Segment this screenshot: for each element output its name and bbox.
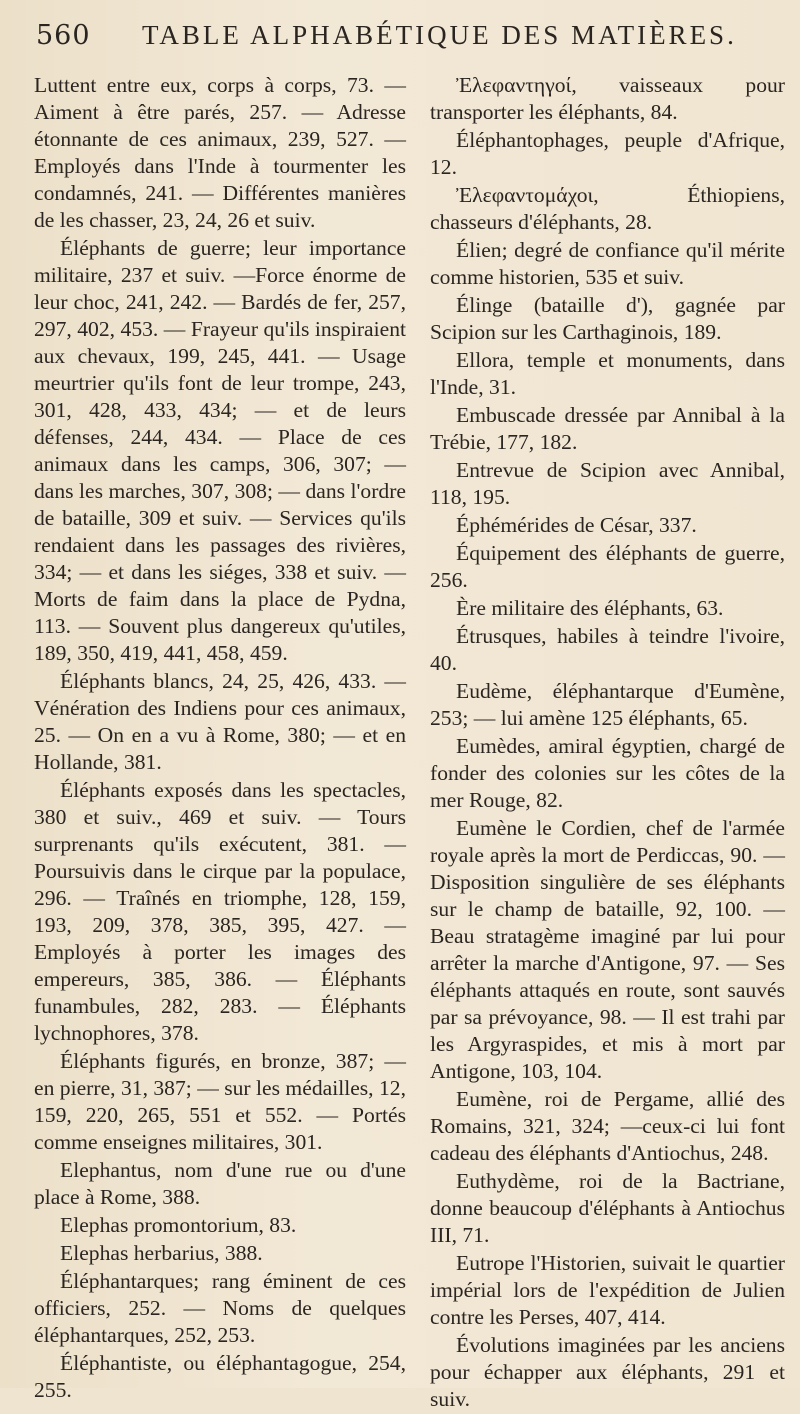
index-entry: Eumène, roi de Pergame, allié des Romains, 321, 324; —ceux-ci lui font cadeau des éléphants d'Antiochus, 248. [430,1087,785,1165]
index-entry: Elephas promontorium, 83. [60,1213,297,1237]
index-entry: Ἐλεφαντηγοί, vaisseaux pour transporter les éléphants, 84. [430,73,785,124]
index-entry: Ellora, temple et monuments, dans l'Inde, 31. [430,348,785,399]
index-entry: Éléphants figurés, en bronze, 387; — en pierre, 31, 387; — sur les médailles, 12, 159, 220, 265, 551 et 552. — Portés comme enseignes militaires, 301. [34,1049,406,1154]
index-entry: Éléphantiste, ou éléphantagogue, 254, 255. [34,1351,406,1402]
right-column [430,72,785,1414]
index-entry: Ère militaire des éléphants, 63. [456,596,724,620]
index-entry: Élien; degré de confiance qu'il mérite comme historien, 535 et suiv. [430,238,785,289]
index-entry: Elephantus, nom d'une rue ou d'une place à Rome, 388. [34,1158,406,1209]
index-entry: Éléphantarques; rang éminent de ces officiers, 252. — Noms de quelques éléphantarques, 252, 253. [34,1269,406,1347]
index-entry: Eudème, éléphantarque d'Eumène, 253; — lui amène 125 éléphants, 65. [430,679,785,730]
index-entry: Euthydème, roi de la Bactriane, donne beaucoup d'éléphants à Antiochus III, 71. [430,1169,785,1247]
index-entry: Équipement des éléphants de guerre, 256. [430,541,785,592]
index-entry: Éléphants blancs, 24, 25, 426, 433. — Vénération des Indiens pour ces animaux, 25. — On en a vu à Rome, 380; — et en Hollande, 381. [34,669,406,774]
left-column [34,72,406,1405]
index-entry: Éléphants de guerre; leur importance militaire, 237 et suiv. —Force énorme de leur choc, 241, 242. — Bardés de fer, 257, 297, 402, 453. — Frayeur qu'ils inspiraient aux chevaux, 199, 245, 441. — Usage meurtrier qu'ils font de leur trompe, 243, 301, 428, 433, 434; — et de leurs défenses, 244, 434. — Place de ces animaux dans les camps, 306, 307; — dans les marches, 307, 308; — dans l'ordre de bataille, 309 et suiv. — Services qu'ils rendaient dans les passages des rivières, 334; — et dans les siéges, 338 et suiv. — Morts de faim dans la place de Pydna, 113. — Souvent plus dangereux qu'utiles, 189, 350, 419, 441, 458, 459. [34,236,406,665]
index-entry: Ἐλεφαντομάχοι, Éthiopiens, chasseurs d'éléphants, 28. [430,183,785,234]
index-entry: Eutrope l'Historien, suivait le quartier impérial lors de l'expédition de Julien contre les Perses, 407, 414. [430,1251,785,1329]
index-entry: Embuscade dressée par Annibal à la Trébie, 177, 182. [430,403,785,454]
index-entry: Éléphantophages, peuple d'Afrique, 12. [430,128,785,179]
index-entry: Évolutions imaginées par les anciens pour échapper aux éléphants, 291 et suiv. [430,1333,785,1411]
index-entry: Elephas herbarius, 388. [60,1241,263,1265]
index-entry: Éphémérides de César, 337. [456,513,697,537]
index-entry: Luttent entre eux, corps à corps, 73. —Aiment à être parés, 257. — Adresse étonnante de ces animaux, 239, 527. — Employés dans l'Inde à tourmenter les condamnés, 241. — Différentes manières de les chasser, 23, 24, 26 et suiv. [34,73,406,232]
running-title: TABLE ALPHABÉTIQUE DES MATIÈRES. [142,20,737,50]
page-header [30,14,782,58]
index-entry: Eumèdes, amiral égyptien, chargé de fonder des colonies sur les côtes de la mer Rouge, 82. [430,734,785,812]
index-entry: Étrusques, habiles à teindre l'ivoire, 40. [430,624,785,675]
page-number: 560 [36,20,91,51]
index-entry: Élinge (bataille d'), gagnée par Scipion sur les Carthaginois, 189. [430,293,785,344]
index-entry: Eumène le Cordien, chef de l'armée royale après la mort de Perdiccas, 90. — Disposition singulière de ses éléphants sur le champ de bataille, 92, 100. — Beau stratagème imaginé par lui pour arrêter la marche d'Antigone, 97. — Ses éléphants attaqués en route, sont sauvés par sa prévoyance, 98. — Il est trahi par les Argyraspides, et mis à mort par Antigone, 103, 104. [430,816,785,1083]
index-entry: Éléphants exposés dans les spectacles, 380 et suiv., 469 et suiv. — Tours surprenants qu'ils exécutent, 381. — Poursuivis dans le cirque par la populace, 296. — Traînés en triomphe, 128, 159, 193, 209, 378, 385, 395, 427. — Employés à porter les images des empereurs, 385, 386. — Éléphants funambules, 282, 283. — Éléphants lychnophores, 378. [34,778,406,1045]
index-entry: Entrevue de Scipion avec Annibal, 118, 195. [430,458,785,509]
